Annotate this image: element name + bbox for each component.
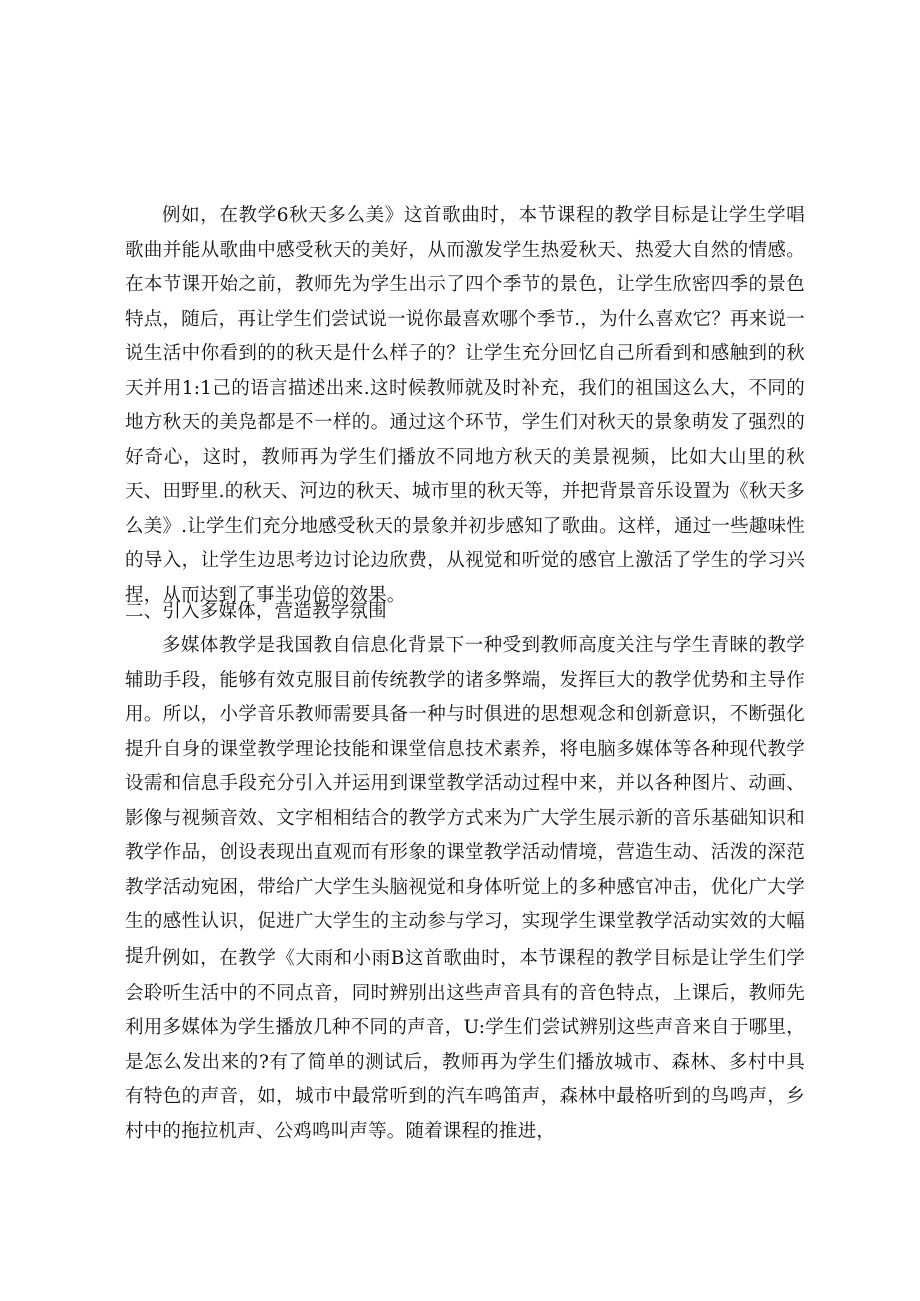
paragraph-autumn-example: 例如，在教学6秋天多么美》这首歌曲时，本节课程的教学目标是让学生学唱歌曲并能从歌曲中感受秋天的美好，从而激发学生热爱秋天、热爱大自然的情感。在本节课开始之前，教师先为学生出示了四个季节的景色，让学生欣密四季的景色特点，随后，再让学生们尝试说一说你最喜欢哪个季节.，为什么喜欢它？再来说一说生活中你看到的的秋天是什么样子的？让学生充分回忆自己所看到和感触到的秋天并用1:1己的语言描述出来.这时候教师就及时补充，我们的祖国这么大，不同的地方秋天的美凫都是不一样的。通过这个环节，学生们对秋天的景象萌发了强烈的好奇心，这时，教师再为学生们播放不同地方秋天的美景视频，比如大山里的秋天、田野里.的秋天、河边的秋天、城市里的秋天等，并把背景音乐设置为《秋天多么美》.让学生们充分地感受秋天的景象并初步感知了歌曲。这样，通过一些趣味性的导入，让学生边思考边讨论边欣费，从视觉和听觉的感官上激活了学生的学习兴捏，从而达到了事半功倍的效果。 (125, 205, 805, 606)
paragraph-rain-example: 例如，在教学《大雨和小雨B这首歌曲时，本节课程的教学目标是让学生们学会聆听生活中的不同点音，同时辨别出这些声音具有的音色特点，上课后，教师先利用多媒体为学生播放几种不同的声音，U:学生们尝试辨别这些声音来自于哪里，是怎么发出来的?有了简单的测试后，教师再为学生们播放城市、森林、多村中具有特色的声音，如，城市中最常听到的汽车鸣笛声，森林中最格听到的鸟鸣声，乡村中的拖拉机声、公鸡鸣叫声等。随着课程的推进， (125, 948, 805, 1142)
section-heading-multimedia: 二、引入多媒体，营造教学氛围 (125, 601, 387, 622)
paragraph-multimedia-teaching: 多媒体教学是我国教自信息化背景下一种受到教师高度关注与学生青睐的教学辅助手段，能够有效克服目前传统教学的诸多弊端，发挥巨大的教学优势和主导作用。所以，小学音乐教师需要具备一种与时俱进的思想观念和创新意识，不断强化提升自身的课堂教学理论技能和课堂信息技术素养，将电脑多媒体等各种现代教学设需和信息手段充分引入并运用到课堂教学活动过程中来，并以各种图片、动画、影像与视频音效、文字相相结合的教学方式来为广大学生展示新的音乐基础知识和教学作品，创设表现出直观而有形象的课堂教学活动情境，营造生动、活泼的深范教学活动宛困，带给广大学生头脑视觉和身体听觉上的多种感官冲击，优化广大学生的感性认识，促进广大学生的主动参与学习，实现学生课堂教学活动实效的大幅提升. (125, 635, 805, 967)
